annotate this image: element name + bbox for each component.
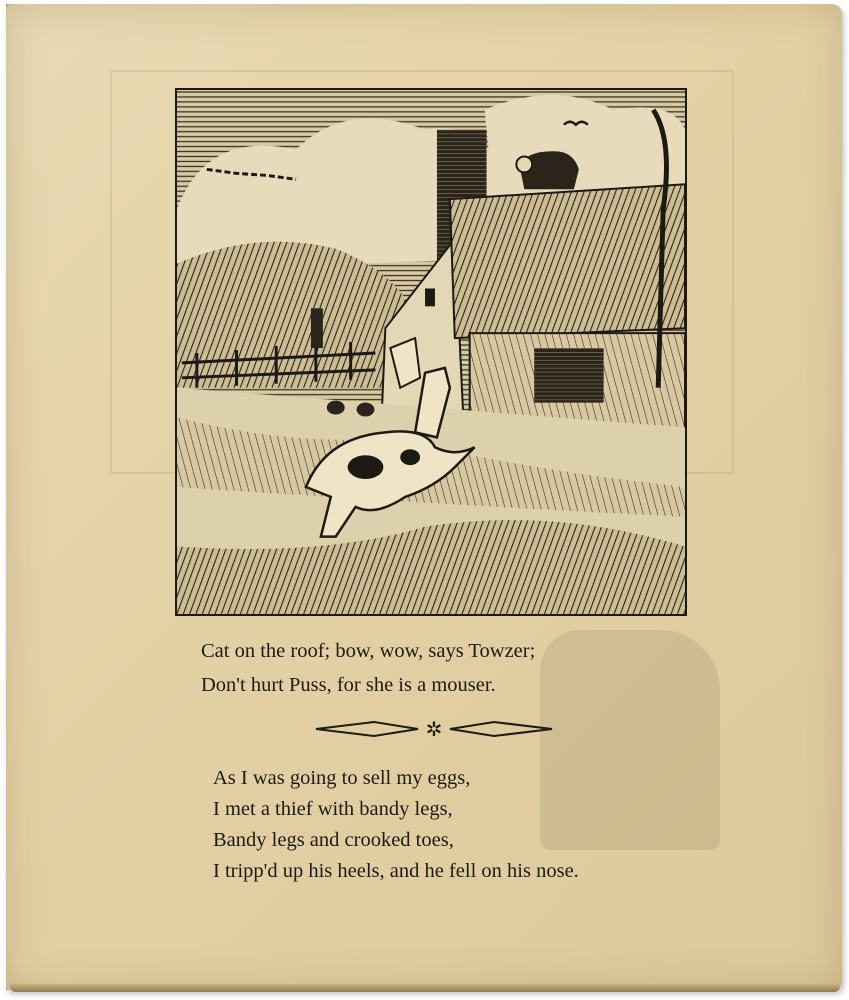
verse-line-2: I met a thief with bandy legs, — [213, 798, 453, 820]
illustration-caption — [201, 634, 721, 702]
divider-ornament — [314, 716, 554, 742]
thatched-roof — [450, 184, 685, 338]
woodcut-illustration — [175, 88, 687, 616]
verse-line-1: As I was going to sell my eggs, — [213, 767, 471, 789]
verse-line-4: I tripp'd up his heels, and he fell on his nose. — [213, 860, 579, 882]
caption-line-1: Cat on the roof; bow, wow, says Towzer; — [201, 640, 536, 662]
star-glyph: ✲ — [425, 717, 443, 741]
woodcut-scene — [177, 90, 685, 614]
distant-figure — [311, 308, 323, 348]
decorative-divider — [314, 716, 554, 742]
nursery-rhyme — [213, 763, 733, 887]
hen — [357, 403, 375, 417]
cottage-window — [425, 288, 435, 306]
cottage-lattice-window — [534, 348, 603, 403]
hen — [327, 401, 345, 415]
caption-line-2: Don't hurt Puss, for she is a mouser. — [201, 674, 496, 696]
page-edge — [10, 984, 840, 992]
verse-line-3: Bandy legs and crooked toes, — [213, 829, 454, 851]
cat-head — [516, 156, 532, 172]
